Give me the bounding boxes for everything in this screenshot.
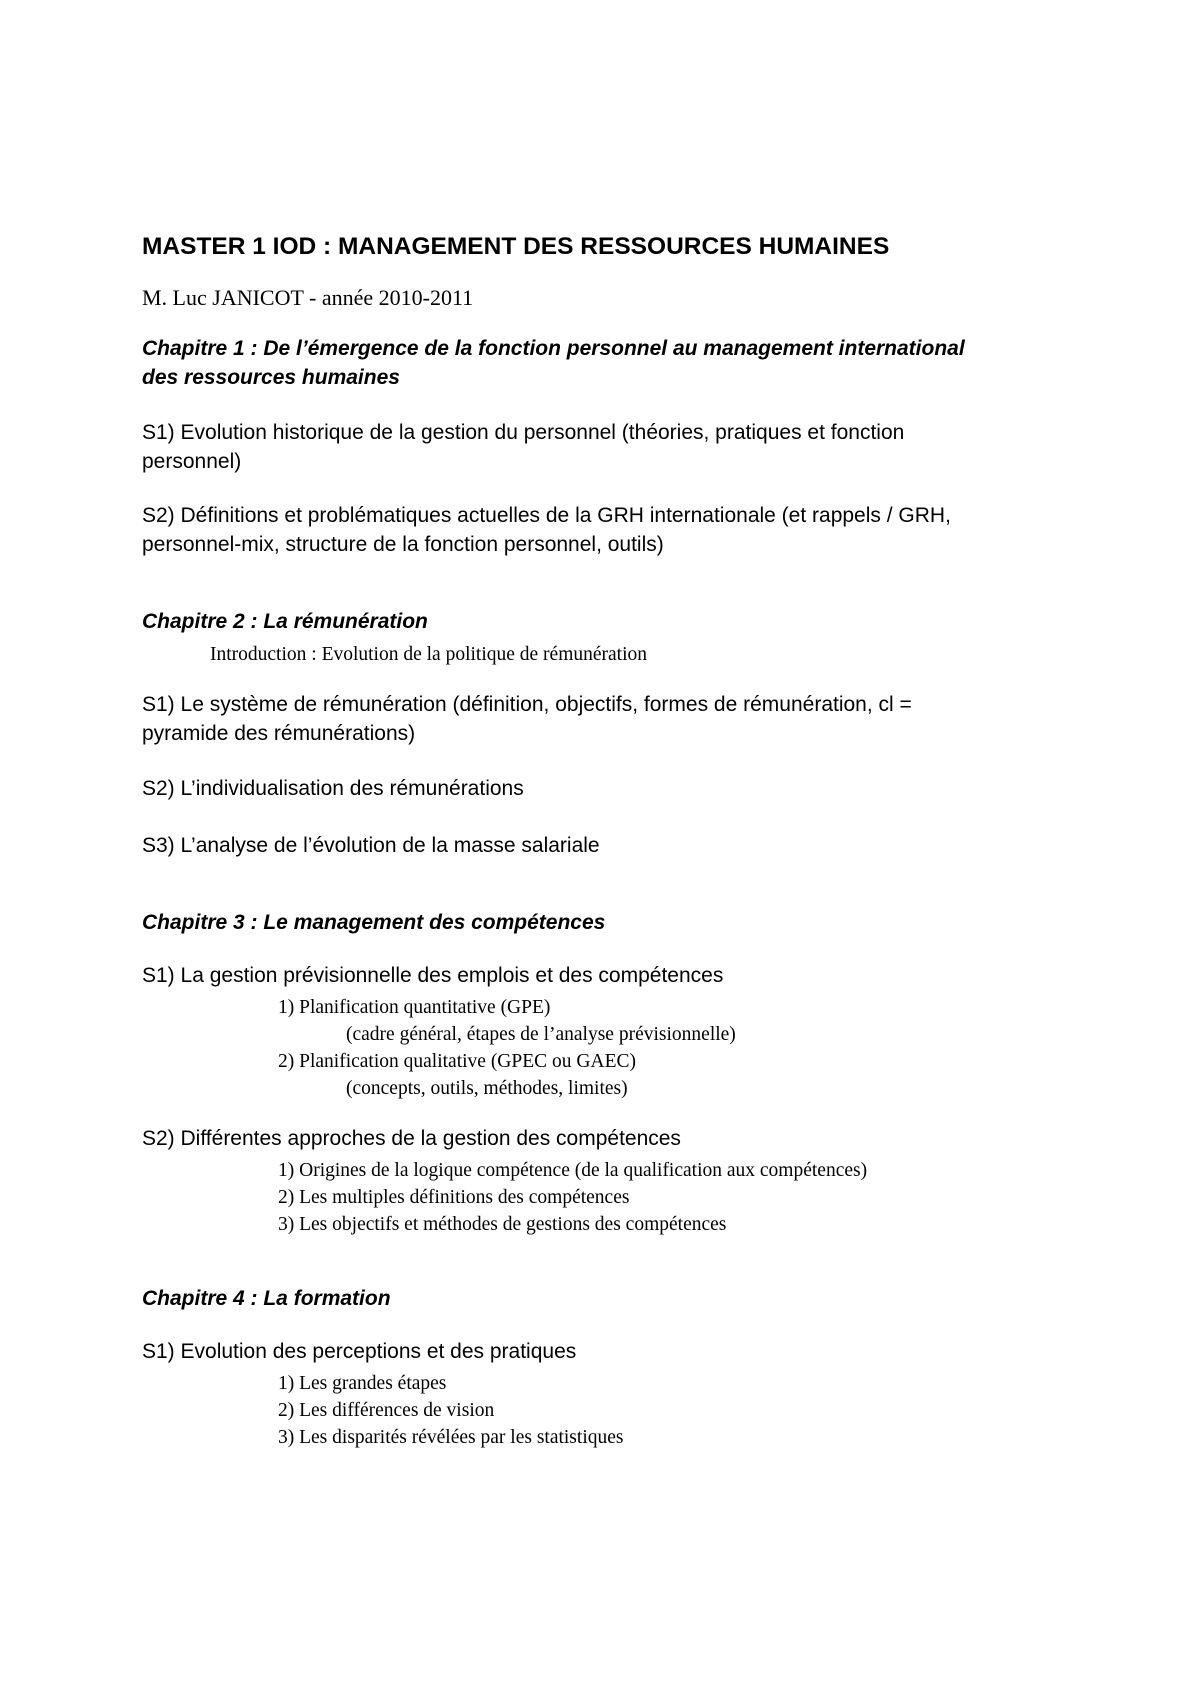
chapter-4-heading: Chapitre 4 : La formation [142,1287,391,1310]
section-line: S2) Définitions et problématiques actuelles de la GRH internationale (et rappels / GRH, [142,504,951,527]
chapter-2-introduction: Introduction : Evolution de la politique de rémunération [210,644,648,665]
chapter-4-section-1: S1) Evolution des perceptions et des pratiques [142,1340,577,1363]
chapter-3-section-1-list [278,994,1082,1102]
list-item: 3) Les objectifs et méthodes de gestions des compétences [278,1214,727,1235]
chapter-2-section-3: S3) L’analyse de l’évolution de la masse salariale [142,834,600,857]
list-item: 2) Planification qualitative (GPEC ou GAEC) [278,1051,636,1072]
chapter-3-section-2-list [278,1157,1082,1238]
chapter-3-section-2: S2) Différentes approches de la gestion des compétences [142,1127,681,1150]
section-line: S1) Evolution historique de la gestion du personnel (théories, pratiques et fonction [142,421,905,444]
chapter-2-section-2: S2) L’individualisation des rémunérations [142,777,524,800]
section-line: S1) Le système de rémunération (définition, objectifs, formes de rémunération, cl = [142,693,912,716]
list-item-detail: (cadre général, étapes de l’analyse prévisionnelle) [346,1024,736,1045]
list-item: 3) Les disparités révélées par les statistiques [278,1427,624,1448]
chapter-1 [142,334,1082,559]
chapter-1-heading-line-1: Chapitre 1 : De l’émergence de la fonction personnel au management international [142,337,965,360]
chapter-3-heading: Chapitre 3 : Le management des compétences [142,911,606,934]
section-line: personnel-mix, structure de la fonction personnel, outils) [142,533,664,556]
list-item: 2) Les différences de vision [278,1400,495,1421]
list-item: 1) Origines de la logique compétence (de la qualification aux compétences) [278,1160,868,1181]
author-line: M. Luc JANICOT - année 2010-2011 [142,285,474,310]
section-line: personnel) [142,450,242,473]
chapter-1-heading-line-2: des ressources humaines [142,366,400,389]
list-item: 1) Les grandes étapes [278,1373,447,1394]
document-title: MASTER 1 IOD : MANAGEMENT DES RESSOURCES HUMAINES [142,233,890,260]
chapter-3 [142,908,1082,1238]
chapter-2-heading: Chapitre 2 : La rémunération [142,610,428,633]
chapter-4 [142,1284,1082,1451]
chapter-1-section-1 [142,418,1082,476]
document-body [142,232,1082,1451]
chapter-1-section-2 [142,501,1082,559]
list-item: 1) Planification quantitative (GPE) [278,997,551,1018]
chapter-2-section-1 [142,690,1082,748]
chapter-4-section-1-list [278,1370,1082,1451]
list-item: 2) Les multiples définitions des compétences [278,1187,630,1208]
chapter-1-heading [142,334,1082,392]
list-item-detail: (concepts, outils, méthodes, limites) [346,1078,628,1099]
chapter-2 [142,607,1082,860]
section-line: pyramide des rémunérations) [142,722,416,745]
chapter-3-section-1: S1) La gestion prévisionnelle des emplois et des compétences [142,964,724,987]
